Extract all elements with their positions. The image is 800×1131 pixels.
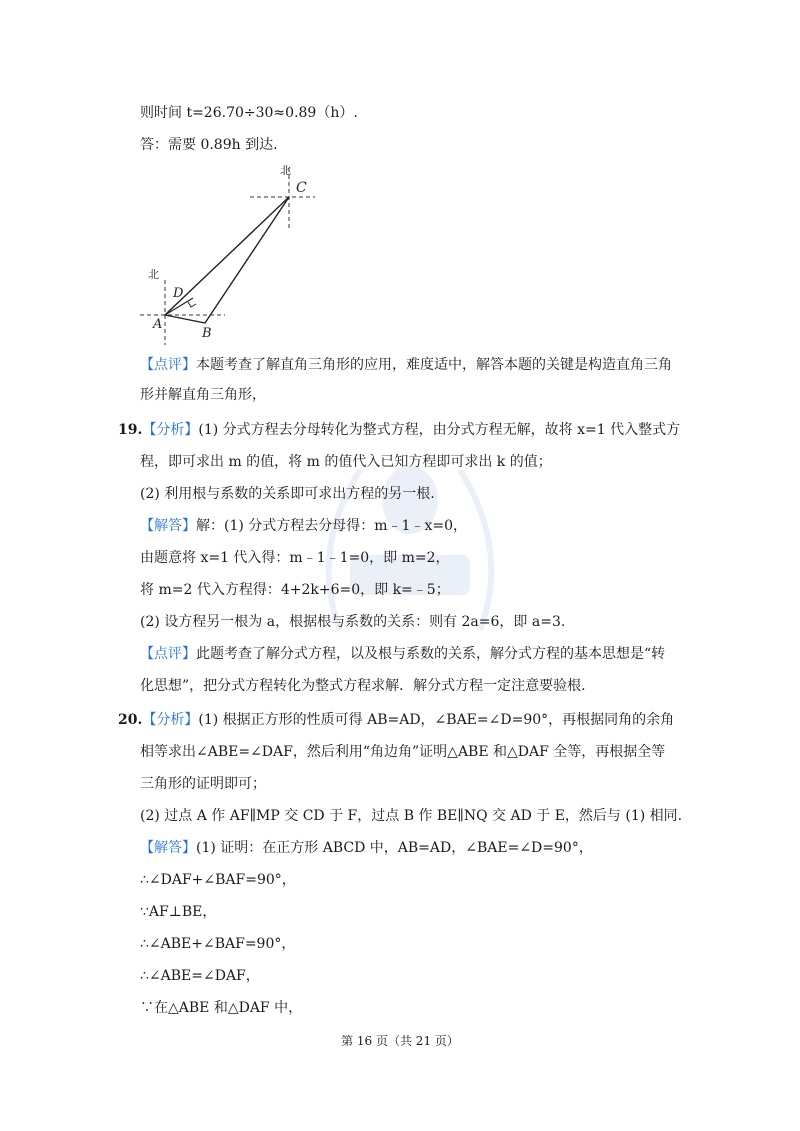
q19-comment-line2: 化思想”，把分式方程转化为整式方程求解．解分式方程一定注意要验根. <box>140 678 586 694</box>
north-label-top: 北 <box>280 164 291 177</box>
analysis-text: (1) 分式方程去分母转化为整式方程，由分式方程无解，故将 x=1 代入整式方 <box>198 422 681 438</box>
north-label-left: 北 <box>148 268 159 281</box>
time-result-line: 则时间 t=26.70÷30≈0.89（h）. <box>140 105 358 121</box>
q19-analysis-line3: (2) 利用根与系数的关系即可求出方程的另一根. <box>140 486 435 502</box>
solution-tag: 【解答】 <box>140 840 196 856</box>
question-number: 19. <box>118 422 143 438</box>
q20-analysis-line2: 相等求出∠ABE=∠DAF，然后利用“角边角”证明△ABE 和△DAF 全等，再根据全等 <box>140 744 666 760</box>
label-a: A <box>153 317 163 332</box>
label-b: B <box>202 326 212 341</box>
q20-step2: ∵AF⊥BE， <box>140 904 217 920</box>
label-c: C <box>296 180 307 196</box>
q18-comment-line1 <box>140 355 672 375</box>
analysis-tag: 【分析】 <box>142 712 199 728</box>
q19-analysis-line2: 程，即可求出 m 的值，将 m 的值代入已知方程即可求出 k 的值； <box>140 454 552 470</box>
q20-analysis-line1 <box>118 710 674 730</box>
q20-step1: ∴∠DAF+∠BAF=90°， <box>140 872 296 888</box>
direction-triangle-figure <box>130 160 330 350</box>
q19-solution-line2: 由题意将 x=1 代入得：m﹣1﹣1=0，即 m=2， <box>140 550 450 566</box>
q19-solution-line1 <box>140 516 467 536</box>
analysis-tag: 【分析】 <box>142 422 199 438</box>
answer-line: 答：需要 0.89h 到达. <box>140 137 278 153</box>
q20-step3: ∴∠ABE+∠BAF=90°， <box>140 936 296 952</box>
q20-analysis-line4: (2) 过点 A 作 AF∥MP 交 CD 于 F，过点 B 作 BE∥NQ 交 AD 于 E，然后与 (1) 相同. <box>140 808 683 824</box>
comment-text: 本题考查了解直角三角形的应用，难度适中，解答本题的关键是构造直角三角 <box>196 357 672 373</box>
q19-analysis-line1 <box>118 420 680 440</box>
solution-text: 解：(1) 分式方程去分母得：m﹣1﹣x=0， <box>196 518 467 534</box>
q20-solution-line1 <box>140 838 593 858</box>
q20-step4: ∴∠ABE=∠DAF， <box>140 968 260 984</box>
q19-comment-line1 <box>140 644 665 664</box>
comment-text: 此题考查了解分式方程，以及根与系数的关系，解分式方程的基本思想是“转 <box>196 646 666 662</box>
q20-step5: ∵在△ABE 和△DAF 中， <box>140 1000 303 1016</box>
q20-analysis-line3: 三角形的证明即可； <box>140 776 266 792</box>
right-angle-mark <box>188 302 196 307</box>
q18-comment-line2: 形并解直角三角形， <box>140 387 266 403</box>
label-d: D <box>173 286 184 301</box>
q19-solution-line3: 将 m=2 代入方程得：4+2k+6=0，即 k=﹣5； <box>140 582 450 598</box>
solution-text: (1) 证明：在正方形 ABCD 中，AB=AD，∠BAE=∠D=90°， <box>196 840 593 856</box>
page-footer: 第 16 页（共 21 页） <box>341 1034 459 1048</box>
comment-tag: 【点评】 <box>140 646 196 662</box>
analysis-text: (1) 根据正方形的性质可得 AB=AD，∠BAE=∠D=90°，再根据同角的余角 <box>198 712 675 728</box>
question-number: 20. <box>118 712 143 728</box>
solution-tag: 【解答】 <box>140 518 196 534</box>
comment-tag: 【点评】 <box>140 357 196 373</box>
q19-solution-line4: (2) 设方程另一根为 a，根据根与系数的关系：则有 2a=6，即 a=3. <box>140 614 566 630</box>
